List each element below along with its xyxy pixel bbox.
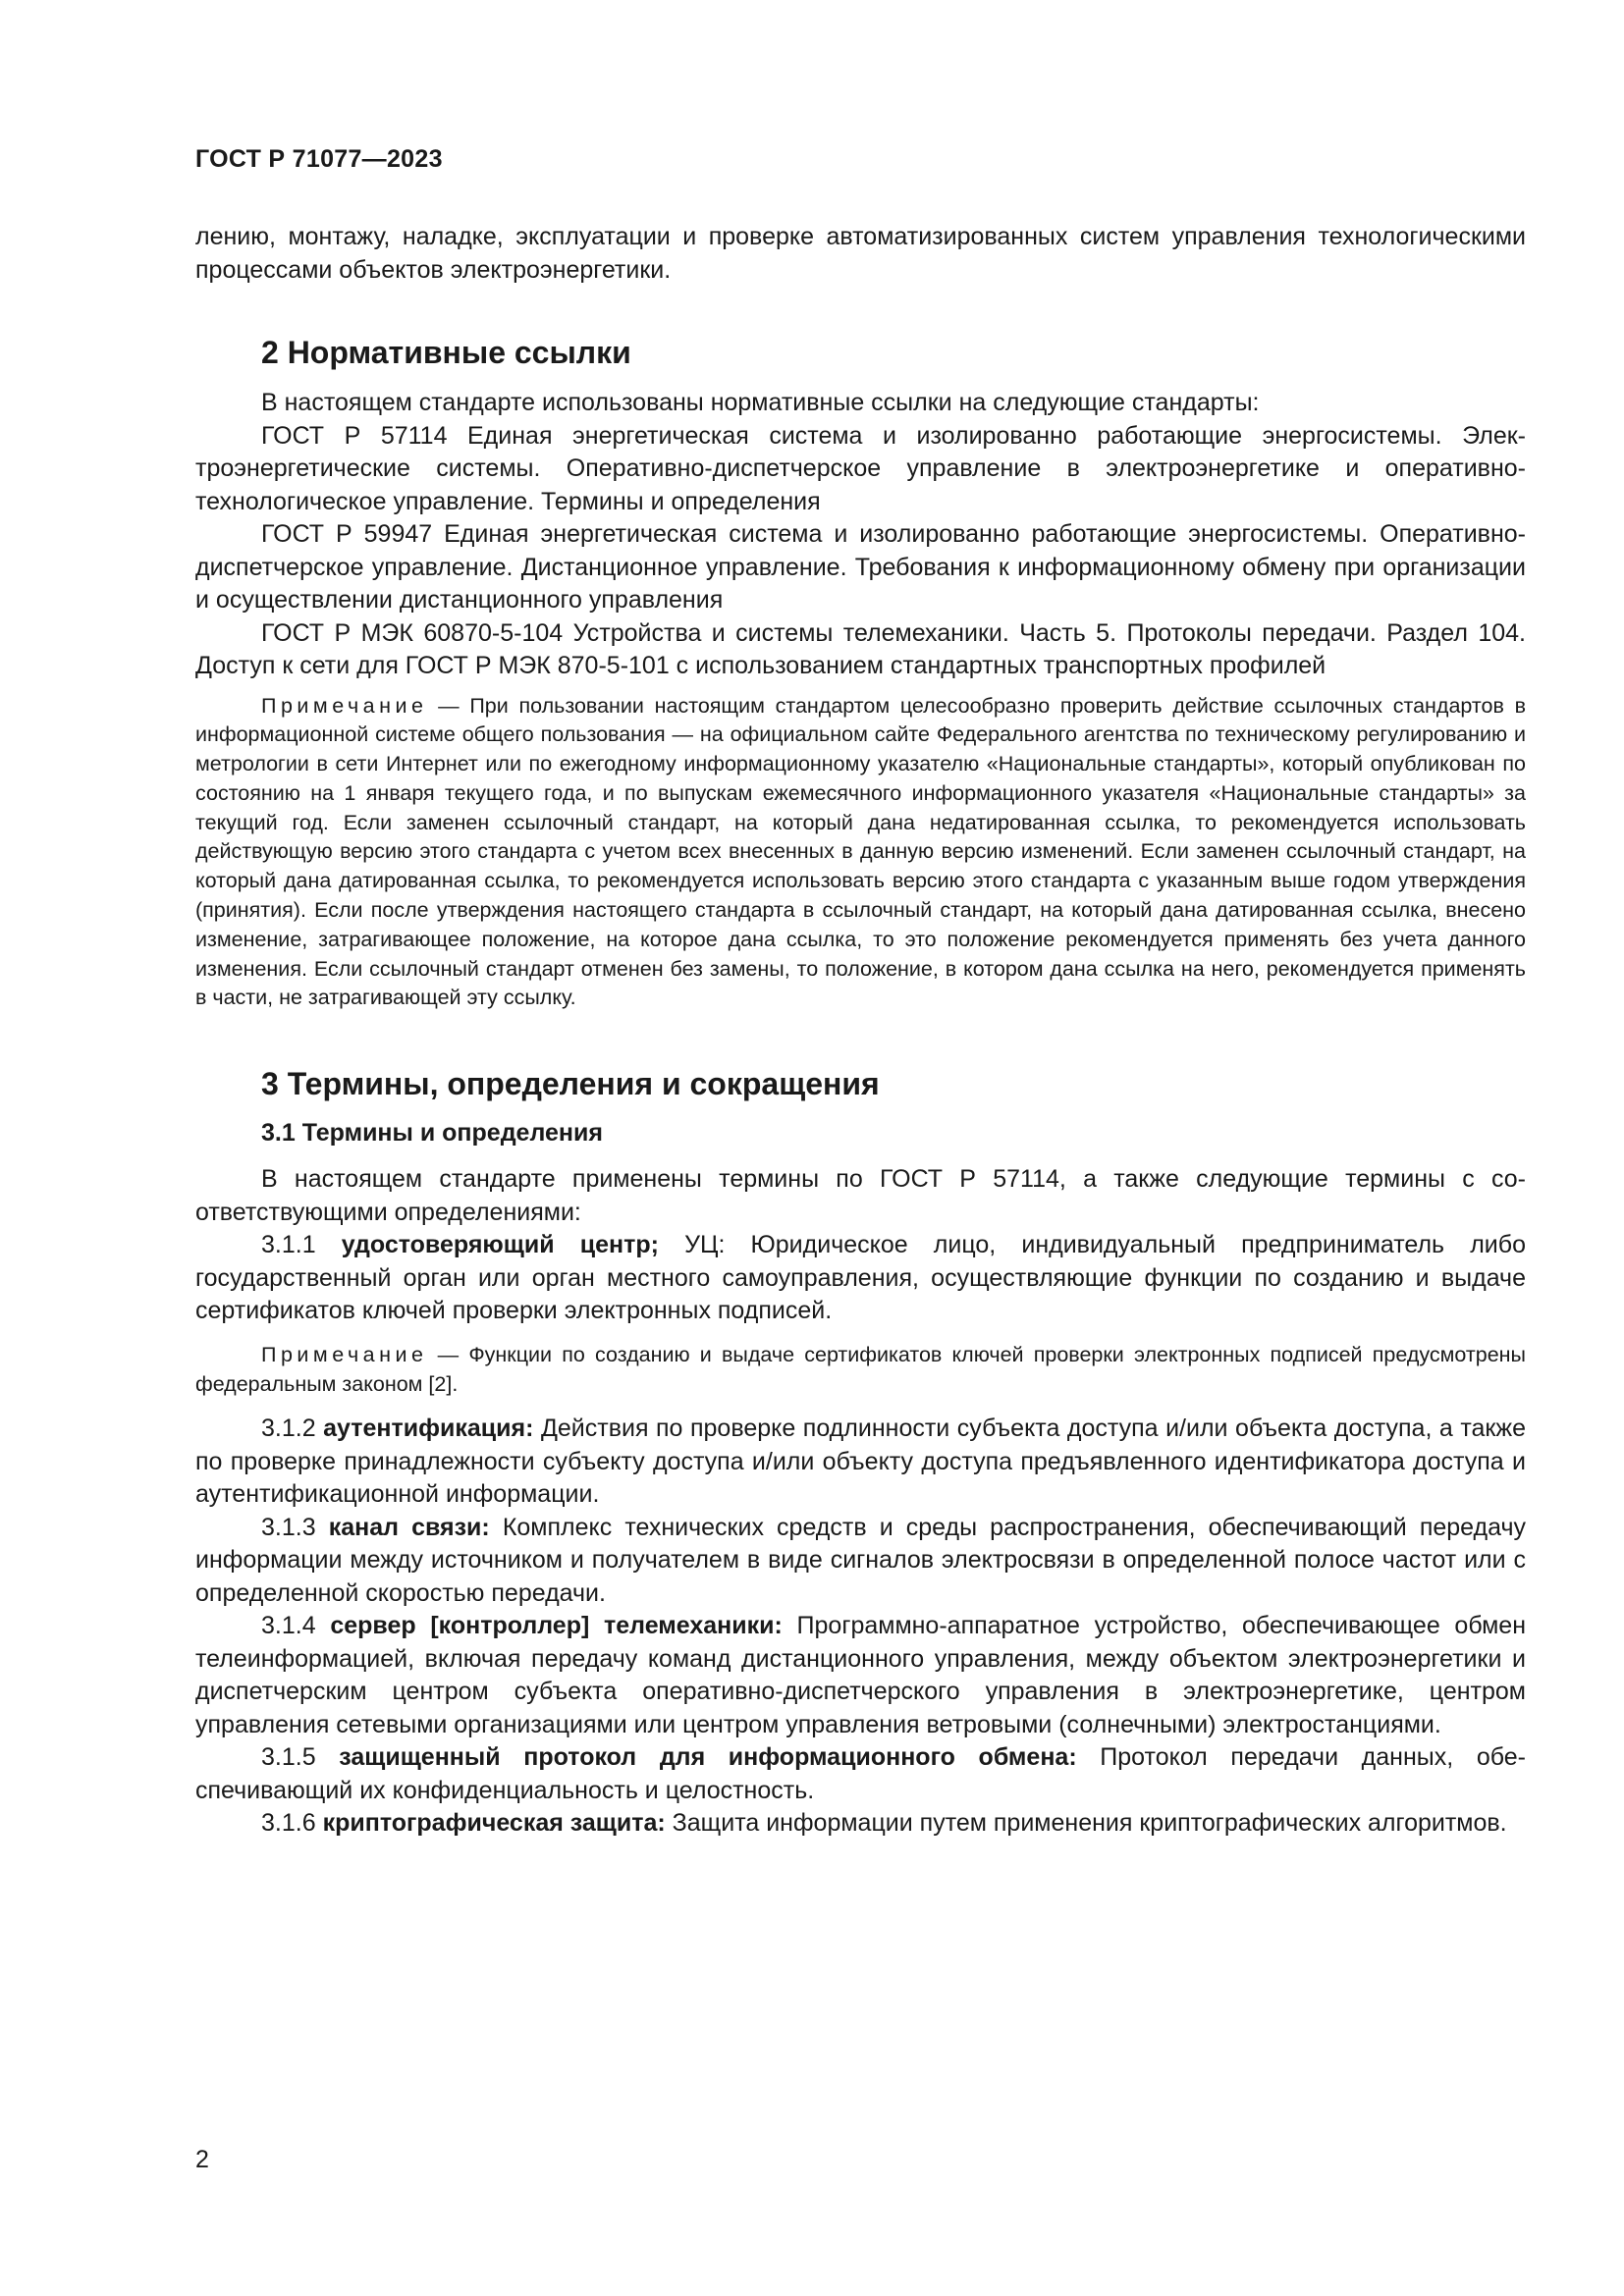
reference-gost-iec-60870: ГОСТ Р МЭК 60870-5-104 Устройства и системы телемеханики. Часть 5. Протоколы передачи. Раздел 104. Доступ к сети для ГОСТ Р МЭК 870-5-101 с использованием стандартных транспортных профилей bbox=[195, 618, 1526, 679]
section-3-title: 3 Термины, определения и сокращения bbox=[261, 1066, 880, 1102]
term-name: криптографическая защита: bbox=[322, 1809, 666, 1838]
note-label: Примечание bbox=[261, 1342, 428, 1366]
term-3-1-3: 3.1.3 канал связи: Комплекс технических средств и среды распространения, обеспечивающий передачу информации между источником и получателем в виде сигналов электросвязи в определенной полосе частот или с определенной скоростью передачи. bbox=[195, 1513, 1526, 1607]
term-3-1-6: 3.1.6 криптографическая защита: Защита информации путем применения криптографических алгоритмов. bbox=[261, 1809, 1507, 1838]
term-name: аутентификация: bbox=[323, 1415, 534, 1443]
term-name: защищенный протокол для информационного обмена: bbox=[339, 1743, 1077, 1772]
term-name: канал связи: bbox=[328, 1513, 490, 1541]
section-3-1-title: 3.1 Термины и определения bbox=[261, 1119, 603, 1148]
term-3-1-4: 3.1.4 сервер [контроллер] телемеханики: Программно-аппаратное устройство, обеспечивающее обмен телеинформацией, включая передачу команд дистанционного управления, между объектом электроэнергетики и диспетчерским центром субъекта оперативно-диспетчерского управления в электроэнергетике, центром управления сетевыми организациями или центром управления ветровыми (солнечными) электростанциями. bbox=[195, 1612, 1526, 1738]
reference-gost-59947: ГОСТ Р 59947 Единая энергетическая система и изолированно работающие энергосистемы. Оперативно-диспетчерское управление. Дистанционное управление. Требования к информационному обмену при организации и осуществлении дистанционного управления bbox=[195, 520, 1526, 614]
running-header: ГОСТ Р 71077—2023 bbox=[195, 145, 443, 173]
term-name: удостоверяющий центр; bbox=[341, 1231, 659, 1259]
note-text: — При пользовании настоящим стандартом целесообразно проверить действие ссылочных стандартов в информационной системе общего пользования — на официальном сайте Федерального агентства по техническому регулированию и метрологии в сети Интернет или по ежегодному информационному указателю «Национальные стандарты», который опубликован по состоянию на 1 января текущего года, и по выпускам ежемесячного информационного указателя «Национальные стандарты» за текущий год. Если заменен ссылочный стандарт, на который дана недатированная ссылка, то рекомендуется использовать действующую версию этого стандарта с учетом всех внесенных в данную версию изменений. Если заменен ссылочный стандарт, на который дана датированная ссылка, то рекомендуется использовать версию этого стандарта с указанным выше годом утверждения (принятия). Если после утверждения настоящего стандарта в ссылочный стандарт, на который дана датированная ссылка, внесено изменение, затрагивающее положение, на которое дана ссылка, то это положение рекомендуется применять без учета данного изменения. Если ссылочный стандарт отменен без замены, то положение, в котором дана ссылка на него, рекомендуется применять в части, не затрагивающей эту ссылку. bbox=[195, 693, 1526, 1010]
term-3-1-2: 3.1.2 аутентификация: Действия по проверке подлинности субъекта доступа и/или объекта доступа, а также по проверке принадлежности субъекту доступа и/или объекту доступа предъявленного идентификатора доступа и аутентификационной информации. bbox=[195, 1415, 1526, 1509]
term-3-1-5: 3.1.5 защищенный протокол для информационного обмена: Протокол передачи данных, обеспечивающий их конфиденциальность и целостность. bbox=[195, 1743, 1526, 1804]
section-3-lead: В настоящем стандарте применены термины по ГОСТ Р 57114, а также следующие термины с соответствующими определениями: bbox=[195, 1165, 1526, 1226]
page-content bbox=[195, 221, 1526, 1841]
page-number: 2 bbox=[195, 2146, 209, 2173]
note-label: Примечание bbox=[261, 693, 428, 718]
term-3-1-1: 3.1.1 удостоверяющий центр; УЦ: Юридическое лицо, индивидуальный предприниматель либо государственный орган или орган местного самоуправления, осуществляющие функции по созданию и выдаче сертификатов ключей проверки электронных подписей. bbox=[195, 1231, 1526, 1325]
reference-gost-57114: ГОСТ Р 57114 Единая энергетическая система и изолированно работающие энергосистемы. Электроэнергетические системы. Оперативно-диспетчерское управление в электроэнергетике и оперативно-технологическое управление. Термины и определения bbox=[195, 421, 1526, 515]
section-2-lead: В настоящем стандарте использованы нормативные ссылки на следующие стандарты: bbox=[261, 389, 1260, 416]
term-name: сервер [контроллер] телемеханики: bbox=[330, 1612, 783, 1640]
section-2-note bbox=[195, 692, 1526, 1014]
section-2-title: 2 Нормативные ссылки bbox=[261, 335, 631, 370]
intro-continuation: лению, монтажу, наладке, эксплуатации и проверке автоматизированных систем управления технологическими процессами объектов электроэнергетики. bbox=[195, 223, 1526, 284]
term-3-1-1-note: Примечание — Функции по созданию и выдаче сертификатов ключей проверки электронных подписей предусмотрены федеральным законом [2]. bbox=[195, 1342, 1526, 1396]
